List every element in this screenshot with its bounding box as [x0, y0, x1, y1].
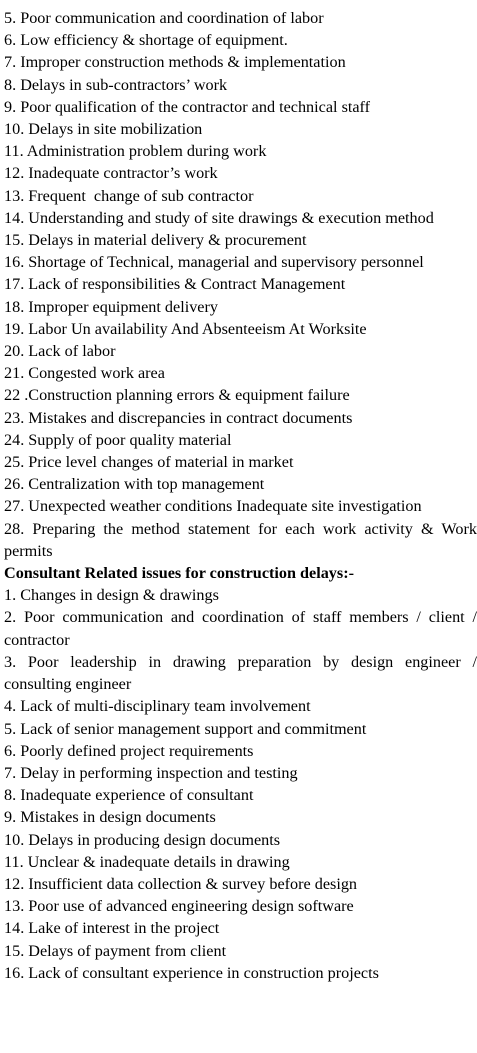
list-item: 18. Improper equipment delivery [4, 297, 218, 316]
list-item: 6. Poorly defined project requirements [4, 741, 254, 760]
list-item: 12. Insufficient data collection & survey before design [4, 874, 358, 893]
list-item: 10. Delays in site mobilization [4, 120, 203, 139]
list-item: 19. Labor Un availability And Absenteeism At Worksite [4, 319, 367, 338]
list-item: 15. Delays of payment from client [4, 941, 227, 960]
list-item: 15. Delays in material delivery & procurement [4, 231, 307, 250]
consultant-section-heading: Consultant Related issues for construction delays:- [4, 564, 354, 583]
list-item: 25. Price level changes of material in market [4, 453, 294, 472]
contractor-delay-list [4, 7, 477, 562]
list-item: 21. Congested work area [4, 364, 165, 383]
list-item: 12. Inadequate contractor’s work [4, 164, 218, 183]
consultant-delay-list [4, 584, 477, 984]
list-item: 8. Inadequate experience of consultant [4, 786, 254, 805]
list-item: 11. Administration problem during work [4, 142, 267, 161]
list-item: 16. Shortage of Technical, managerial and supervisory personnel [4, 253, 424, 272]
list-item: 24. Supply of poor quality material [4, 430, 232, 449]
list-item: 9. Mistakes in design documents [4, 808, 216, 827]
list-item: 13. Poor use of advanced engineering design software [4, 897, 354, 916]
list-item: 8. Delays in sub-contractors’ work [4, 75, 228, 94]
list-item: 10. Delays in producing design documents [4, 830, 281, 849]
list-item: 14. Lake of interest in the project [4, 919, 220, 938]
list-item: 3. Poor leadership in drawing preparation by design engineer / consulting engineer [4, 652, 477, 694]
list-item: 5. Poor communication and coordination of labor [4, 9, 324, 27]
list-item: 11. Unclear & inadequate details in drawing [4, 852, 290, 871]
list-item: 5. Lack of senior management support and commitment [4, 719, 367, 738]
list-item: 16. Lack of consultant experience in construction projects [4, 963, 379, 982]
list-item: 28. Preparing the method statement for each work activity & Work permits [4, 519, 477, 560]
list-item: 4. Lack of multi-disciplinary team involvement [4, 697, 311, 716]
list-item: 7. Improper construction methods & implementation [4, 53, 346, 72]
list-item: 14. Understanding and study of site drawings & execution method [4, 208, 434, 227]
list-item: 22 .Construction planning errors & equipment failure [4, 386, 350, 405]
list-item: 2. Poor communication and coordination of staff members / client / contractor [4, 608, 477, 649]
list-item: 9. Poor qualification of the contractor and technical staff [4, 97, 371, 116]
list-item: 6. Low efficiency & shortage of equipment. [4, 31, 288, 50]
list-item: 27. Unexpected weather conditions Inadequate site investigation [4, 497, 422, 516]
list-item: 7. Delay in performing inspection and testing [4, 763, 298, 782]
list-item: 23. Mistakes and discrepancies in contract documents [4, 408, 353, 427]
list-item: 13. Frequent change of sub contractor [4, 186, 254, 205]
list-item: 26. Centralization with top management [4, 475, 265, 494]
list-item: 20. Lack of labor [4, 342, 116, 361]
list-item: 17. Lack of responsibilities & Contract Management [4, 275, 346, 294]
list-item: 1. Changes in design & drawings [4, 586, 219, 605]
